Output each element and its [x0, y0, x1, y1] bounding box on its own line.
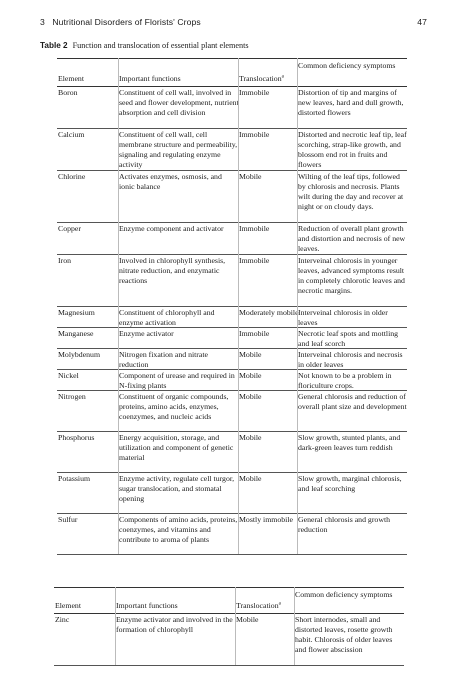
- nutrient-table-continued: [54, 587, 404, 665]
- functions-cell: Constituent of chlorophyll and enzyme activation: [119, 308, 215, 328]
- page-number: 47: [417, 17, 427, 27]
- symptoms-cell: Slow growth, marginal chlorosis, and leaf scorching: [298, 474, 402, 494]
- functions-cell: Activates enzymes, osmosis, and ionic balance: [119, 172, 222, 192]
- table-row: [57, 222, 407, 254]
- column-header-symptoms: Common deficiency symptoms: [295, 590, 393, 599]
- element-cell: Nitrogen: [58, 392, 86, 401]
- translocation-cell: Mobile: [239, 172, 262, 181]
- translocation-cell: Mobile: [239, 350, 262, 359]
- table-caption: [40, 41, 430, 50]
- table-row: [57, 86, 407, 128]
- functions-cell: Involved in chlorophyll synthesis, nitrate reduction, and enzymatic reactions: [119, 256, 226, 286]
- translocation-cell: Mobile: [236, 615, 259, 624]
- element-cell: Iron: [58, 256, 71, 265]
- column-header-translocation: Translocation$^a$: [239, 74, 284, 83]
- column-rule: [297, 58, 298, 554]
- symptoms-cell: Reduction of overall plant growth and distortion and necrosis of new leaves.: [298, 224, 406, 254]
- column-rule: [235, 587, 236, 665]
- translocation-cell: Mobile: [239, 474, 262, 483]
- symptoms-cell: Short internodes, small and distorted leaves, rosette growth habit. Chlorosis of older leaves and flower abscission: [295, 615, 393, 655]
- column-rule: [294, 587, 295, 665]
- table-label: Table 2: [40, 41, 68, 50]
- column-header-element: Element: [55, 601, 81, 610]
- table-row: [57, 390, 407, 431]
- column-header-symptoms: Common deficiency symptoms: [298, 61, 396, 70]
- functions-cell: Constituent of organic compounds, proteins, amino acids, enzymes, coenzymes, and nucleic acids: [119, 392, 229, 422]
- symptoms-cell: Wilting of the leaf tips, followed by chlorosis and necrosis. Plants wilt during the day and recover at night or on cloudy days.: [298, 172, 404, 212]
- translocation-cell: Mobile: [239, 371, 262, 380]
- element-cell: Nickel: [58, 371, 79, 380]
- functions-cell: Component of urease and required in N-fixing plants: [119, 371, 235, 391]
- translocation-cell: Immobile: [239, 256, 270, 265]
- symptoms-cell: Necrotic leaf spots and mottling and leaf scorch: [298, 329, 399, 349]
- element-cell: Zinc: [55, 615, 70, 624]
- table-row: [57, 348, 407, 369]
- table-row: [57, 369, 407, 390]
- symptoms-cell: Slow growth, stunted plants, and dark-green leaves turn reddish: [298, 433, 401, 453]
- table-row: [57, 254, 407, 306]
- column-header-functions: Important functions: [119, 74, 181, 83]
- row-rule: [57, 554, 407, 555]
- element-cell: Copper: [58, 224, 81, 233]
- element-cell: Boron: [58, 88, 78, 97]
- functions-cell: Enzyme component and activator: [119, 224, 224, 233]
- column-header-functions: Important functions: [116, 601, 178, 610]
- translocation-cell: Immobile: [239, 130, 270, 139]
- translocation-cell: Mobile: [239, 392, 262, 401]
- functions-cell: Nitrogen fixation and nitrate reduction: [119, 350, 208, 370]
- element-cell: Phosphorus: [58, 433, 95, 442]
- symptoms-cell: General chlorosis and reduction of overall plant size and development: [298, 392, 407, 412]
- symptoms-cell: General chlorosis and growth reduction: [298, 515, 391, 535]
- column-rule: [115, 587, 116, 665]
- row-rule: [54, 665, 404, 666]
- element-cell: Chlorine: [58, 172, 86, 181]
- nutrient-table: [57, 58, 407, 554]
- table-row: [57, 327, 407, 348]
- table-header-row: [54, 587, 404, 613]
- table-title: Function and translocation of essential plant elements: [72, 41, 249, 50]
- functions-cell: Enzyme activity, regulate cell turgor, sugar translocation, and stomatal opening: [119, 474, 235, 504]
- functions-cell: Constituent of cell wall, involved in seed and flower development, nutrient absorption and cell division: [119, 88, 239, 118]
- translocation-cell: Mostly immobile: [239, 515, 293, 524]
- symptoms-cell: Interveinal chlorosis in older leaves: [298, 308, 388, 328]
- column-header-element: Element: [58, 74, 84, 83]
- table-row: [57, 170, 407, 222]
- running-head: [40, 17, 427, 31]
- symptoms-cell: Distorted and necrotic leaf tip, leaf scorching, strap-like growth, and blossom end rot in fruits and flowers: [298, 130, 407, 170]
- symptoms-cell: Interveinal chlorosis and necrosis in older leaves: [298, 350, 403, 370]
- element-cell: Molybdenum: [58, 350, 101, 359]
- column-rule: [118, 58, 119, 554]
- column-rule: [238, 58, 239, 554]
- functions-cell: Constituent of cell wall, cell membrane structure and permeability, signaling and regulating enzyme activity: [119, 130, 238, 170]
- translocation-cell: Immobile: [239, 224, 270, 233]
- table-header-row: [57, 58, 407, 86]
- chapter-heading: 3 Nutritional Disorders of Florists' Crops: [40, 17, 201, 27]
- table-row: [57, 513, 407, 554]
- functions-cell: Components of amino acids, proteins, coenzymes, and vitamins and contribute to aroma of plants: [119, 515, 238, 545]
- translocation-cell: Mobile: [239, 433, 262, 442]
- element-cell: Magnesium: [58, 308, 95, 317]
- translocation-cell: Immobile: [239, 329, 270, 338]
- table-row: [57, 306, 407, 327]
- element-cell: Manganese: [58, 329, 94, 338]
- element-cell: Calcium: [58, 130, 85, 139]
- footnote-marker: a: [278, 601, 281, 607]
- footnote-marker: a: [281, 74, 284, 80]
- column-header-translocation: Translocation$^a$: [236, 601, 281, 610]
- translocation-cell: Immobile: [239, 88, 270, 97]
- table-row: [57, 431, 407, 472]
- table-row: [57, 472, 407, 513]
- translocation-cell: Moderately mobile: [239, 308, 299, 317]
- symptoms-cell: Distortion of tip and margins of new leaves, hard and dull growth, distorted flowers: [298, 88, 404, 118]
- functions-cell: Enzyme activator: [119, 329, 174, 338]
- table-row: [54, 613, 404, 665]
- element-cell: Sulfur: [58, 515, 78, 524]
- symptoms-cell: Not known to be a problem in floriculture crops.: [298, 371, 392, 391]
- functions-cell: Energy acquisition, storage, and utilization and component of genetic material: [119, 433, 234, 463]
- symptoms-cell: Interveinal chlorosis in younger leaves, advanced symptoms result in completely chlorotic leaves and necrotic margins.: [298, 256, 405, 296]
- element-cell: Potassium: [58, 474, 91, 483]
- table-row: [57, 128, 407, 170]
- functions-cell: Enzyme activator and involved in the formation of chlorophyll: [116, 615, 233, 635]
